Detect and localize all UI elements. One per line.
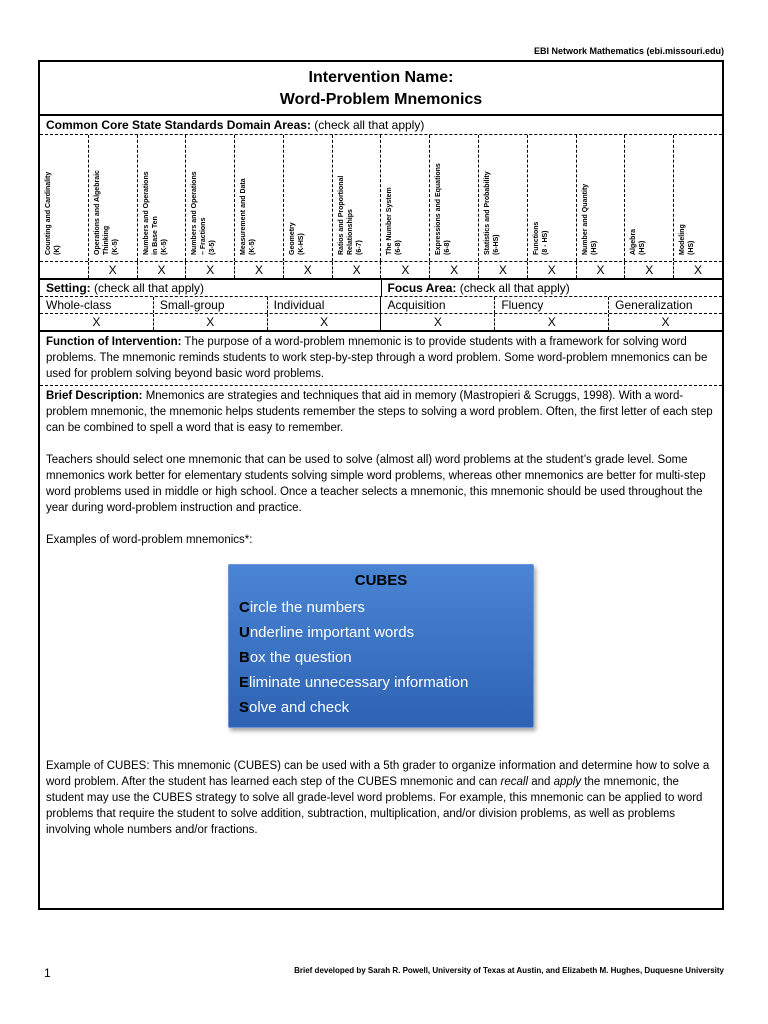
domain-label (190, 143, 217, 255)
domain-label-line: Algebra (630, 228, 638, 255)
footer-credit: Brief developed by Sarah R. Powell, University of Texas at Austin, and Elizabeth M. Hughes, Duquesne University (294, 966, 724, 975)
source-header: EBI Network Mathematics (ebi.missouri.edu) (533, 46, 724, 56)
domain-label-line: (K-5) (160, 239, 168, 255)
example-text-1: Example of CUBES: This mnemonic (CUBES) can be used with a 5th grader to organize information and determine how to solve a word problem. After the student has learned each step of the CUBES mnemonic and can (46, 760, 710, 788)
domain-label (44, 143, 62, 255)
setting-check-whole-class: X (40, 314, 154, 330)
domain-label-line: (3-5) (209, 240, 217, 255)
domain-column-header (381, 135, 430, 261)
focus-label: Focus Area: (387, 281, 457, 295)
domain-label (629, 143, 647, 255)
domain-label-line: (K-HS) (297, 233, 305, 255)
cubes-letter-u: U (239, 624, 250, 641)
domain-check-mark: X (284, 262, 333, 278)
focus-check-acquisition: X (381, 314, 495, 330)
domain-label (142, 143, 169, 255)
cubes-step-box (239, 645, 523, 670)
setting-label: Setting: (46, 281, 91, 295)
domain-check-mark: X (528, 262, 577, 278)
domain-header-row (40, 135, 722, 262)
domain-column-header (430, 135, 479, 261)
brief-section (40, 386, 722, 730)
domain-check-mark: X (430, 262, 479, 278)
domain-label-line: (HS) (688, 240, 696, 255)
setting-option-individual: Individual (268, 297, 382, 313)
domain-label-line: – Fractions (200, 217, 208, 255)
domain-column-header (528, 135, 577, 261)
domain-column-header (284, 135, 333, 261)
domain-column-header (625, 135, 674, 261)
brief-label: Brief Description: (46, 390, 143, 402)
domain-check-mark: X (694, 263, 703, 277)
brief-text-1: Mnemonics are strategies and techniques that aid in memory (Mastropieri & Scruggs, 1998). With a word-problem mnemonic, the mnemonic helps students remember the steps to solving a word problem. Often, the first letter of each step can be combined to spell a word that is easy to remember. (46, 390, 713, 434)
domain-label-line: (6-7) (355, 240, 363, 255)
setting-focus-options (40, 297, 722, 314)
page-number: 1 (44, 966, 51, 980)
domain-label-line: (6-8) (395, 240, 403, 255)
domain-check-mark: X (138, 262, 187, 278)
focus-option-acquisition: Acquisition (381, 297, 495, 313)
domain-label-line: (K-5) (249, 239, 257, 255)
domain-label-line: (K) (54, 245, 61, 255)
domain-label (678, 143, 696, 255)
domain-label-line: Numbers and Operations (191, 171, 199, 255)
brief-paragraph-1 (46, 388, 716, 436)
domain-column-header (40, 135, 89, 261)
domain-check-row (40, 262, 722, 280)
domain-check-mark: X (333, 262, 382, 278)
domain-label (434, 143, 452, 255)
domain-check-mark: X (577, 262, 626, 278)
domain-label-line: Counting and Cardinality (45, 171, 52, 255)
setting-option-small-group: Small-group (154, 297, 268, 313)
example-text-2: and (528, 776, 554, 788)
domain-column-header (577, 135, 626, 261)
cubes-step-text: ircle the numbers (249, 599, 365, 616)
domain-label (337, 143, 364, 255)
ccss-heading (40, 116, 722, 135)
ccss-label: Common Core State Standards Domain Areas: (46, 118, 311, 132)
domain-label-line: (HS) (639, 240, 647, 255)
domain-check-mark: X (625, 262, 674, 278)
ccss-instruction: (check all that apply) (310, 118, 425, 132)
domain-label-line: (HS) (590, 240, 598, 255)
domain-label-line: Thinking (102, 225, 110, 255)
domain-label (483, 143, 501, 255)
cubes-title: CUBES (354, 572, 408, 589)
cubes-step-eliminate (239, 670, 523, 695)
domain-column-header (479, 135, 528, 261)
domain-check-mark: X (235, 262, 284, 278)
title-line-1: Intervention Name: (308, 69, 454, 86)
example-recall: recall (500, 776, 528, 788)
setting-focus-checks (40, 314, 722, 332)
domain-label-line: in Base Ten (151, 216, 159, 255)
domain-label-line: Modeling (679, 224, 687, 255)
domain-column-header (138, 135, 187, 261)
domain-label-line: Expressions and Equations (435, 163, 443, 255)
domain-label-line: Geometry (288, 222, 296, 255)
cubes-mnemonic-box (228, 564, 534, 728)
example-text-3: the mnemonic, the student may use the CUBES strategy to solve all grade-level word problems. For example, this mnemonic can be applied to word problems that require the student to solve addition, subtraction, multiplication, and/or division problems, as well as problems involving whole numbers and/or fractions. (46, 776, 703, 836)
domain-column-header (235, 135, 284, 261)
setting-instruction: (check all that apply) (90, 281, 205, 295)
domain-check-mark: X (89, 262, 138, 278)
domain-label-line: (K-5) (111, 239, 119, 255)
setting-heading (40, 280, 382, 296)
domain-label-line: Number and Quantity (581, 183, 589, 255)
cubes-letter-b: B (239, 649, 250, 666)
intervention-form (38, 60, 724, 910)
domain-column-header (333, 135, 382, 261)
domain-check-mark: X (381, 262, 430, 278)
example-apply: apply (553, 776, 582, 788)
domain-label-line: (6-8) (444, 240, 452, 255)
focus-option-generalization: Generalization (615, 298, 693, 312)
domain-label-line: The Number System (386, 187, 394, 255)
domain-label (581, 143, 599, 255)
domain-check-mark: X (186, 262, 235, 278)
brief-paragraph-3: Examples of word-problem mnemonics*: (46, 534, 253, 546)
domain-label (532, 143, 550, 255)
cubes-letter-s: S (239, 699, 250, 716)
focus-option-fluency: Fluency (495, 297, 609, 313)
cubes-example-paragraph (40, 730, 722, 838)
domain-label-line: Functions (532, 221, 540, 255)
focus-check-fluency: X (495, 314, 609, 330)
domain-label-line: Operations and Algebraic (93, 170, 101, 255)
domain-column-header (89, 135, 138, 261)
function-section (40, 332, 722, 386)
brief-paragraph-2: Teachers should select one mnemonic that can be used to solve (almost all) word problems at the student’s grade level. Some mnemonics work better for elementary students solving simple word problems, whereas other mnemonics are better for multi-step word problems used in middle or high school. Once a teacher selects a mnemonic, this mnemonic should be used throughout the year during word-problem instruction and practice. (46, 454, 706, 514)
cubes-step-solve (239, 695, 523, 720)
domain-label (385, 143, 403, 255)
title-line-2: Word-Problem Mnemonics (279, 91, 483, 108)
setting-check-individual: X (268, 314, 382, 330)
cubes-letter-c: C (239, 599, 250, 616)
domain-label (288, 143, 306, 255)
domain-label-line: Statistics and Probability (484, 171, 492, 255)
domain-label-line: Numbers and Operations (142, 171, 150, 255)
domain-check-mark: X (479, 262, 528, 278)
domain-label-line: Ratios and Proportional (337, 175, 345, 255)
domain-label-line: Relationships (346, 209, 354, 255)
focus-heading (382, 280, 723, 296)
cubes-step-underline (239, 620, 523, 645)
domain-label (239, 143, 257, 255)
domain-column-header (186, 135, 235, 261)
setting-check-small-group: X (154, 314, 268, 330)
setting-option-whole-class: Whole-class (40, 297, 154, 313)
domain-label-line: Measurement and Data (240, 178, 248, 255)
cubes-step-text: nderline important words (249, 624, 415, 641)
focus-instruction: (check all that apply) (456, 281, 570, 295)
focus-check-generalization: X (661, 315, 670, 329)
domain-label-line: (6-HS) (493, 234, 501, 255)
function-label: Function of Intervention: (46, 336, 182, 348)
cubes-step-text: olve and check (249, 699, 350, 716)
cubes-step-text: liminate unnecessary information (249, 674, 469, 691)
domain-column-header (674, 135, 722, 261)
domain-label (93, 143, 120, 255)
cubes-step-text: ox the question (249, 649, 352, 666)
domain-check-mark (40, 262, 89, 278)
setting-focus-heading (40, 280, 722, 297)
cubes-step-circle (239, 595, 523, 620)
title-block (40, 62, 722, 116)
function-text: The purpose of a word-problem mnemonic is to provide students with a framework for solving word problems. The mnemonic reminds students to work step-by-step through a word problem. Some word-problem mnemonics can be used for problem solving beyond basic word problems. (46, 336, 708, 380)
cubes-letter-e: E (239, 674, 250, 691)
domain-label-line: (8 - HS) (541, 230, 549, 255)
